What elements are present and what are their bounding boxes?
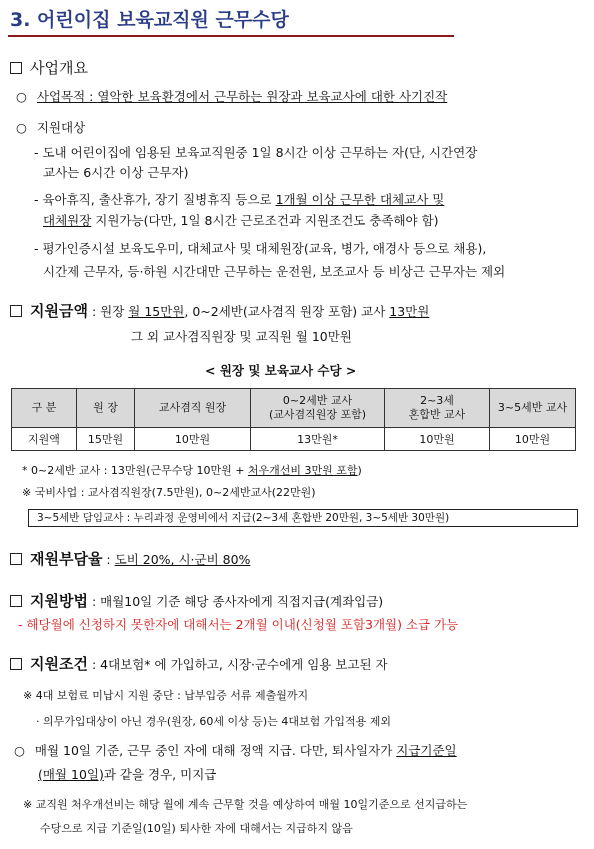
conditions-note-2: · 의무가입대상이 아닌 경우(원장, 60세 이상 등)는 4대보험 가입적용 제외 [36, 715, 391, 728]
target-item-1-line2: 교사는 6시간 이상 근무자) [43, 165, 189, 180]
monthly-line2 [38, 765, 216, 783]
monthly-text-a: 매월 10일 기준, 근무 중인 자에 대해 정액 지급. 다만, 퇴사일자가 [34, 743, 397, 758]
conditions-note-3-line2: 수당으로 지급 기준일(10일) 퇴사한 자에 대해서는 지급하지 않음 [40, 822, 353, 835]
table-header-cell: 3~5세반 교사 [490, 389, 576, 428]
target-heading-label: 지원대상 [36, 120, 86, 135]
table-cell: 13만원* [251, 428, 385, 451]
purpose-label: 사업목적 : [36, 89, 98, 104]
table-header-cell [251, 389, 385, 428]
target-item-2-line2a: 대체원장 [43, 213, 92, 228]
note-1 [22, 462, 362, 478]
monthly-text-b: 지급기준일 [396, 743, 457, 758]
section-overview-heading [10, 57, 88, 78]
target-item-2-line2 [43, 211, 439, 229]
table-header-cell: 원 장 [77, 389, 135, 428]
target-item-3-line1: 평가인증시설 보육도우미, 대체교사 및 대체원장(교육, 병가, 애경사 등으로 채용), [42, 241, 487, 256]
table-cell: 10만원 [135, 428, 251, 451]
method-text: : 매월10일 기준 해당 종사자에게 직접지급(계좌입금) [87, 594, 384, 609]
amount-text-c: , 0~2세반(교사겸직 원장 포함) 교사 [184, 304, 390, 319]
table-row [12, 428, 576, 451]
amount-teacher: 13만원 [389, 304, 430, 319]
note-1-c: ) [357, 464, 362, 477]
funding-sep: : [102, 552, 115, 567]
target-item-2-line2b: 지원가능(다만, 1일 8시간 근로조건과 지원조건도 충족해야 함) [91, 213, 439, 228]
boxed-note-a: 3~5세반 담임교사 : 누리과정 운영비에서 지급 [37, 512, 252, 524]
checkbox-square-icon [10, 658, 22, 670]
section-method-heading: 지원방법 [30, 592, 88, 610]
circle-bullet-icon: ○ [16, 120, 27, 135]
boxed-note [28, 509, 578, 527]
section-funding-heading: 재원부담율 [30, 550, 103, 568]
allowance-table [11, 388, 576, 451]
header-0-2-line2: (교사겸직원장 포함) [268, 408, 367, 421]
checkbox-square-icon [10, 305, 22, 317]
note-1-a: * 0~2세반 교사 : 13만원(근무수당 10만원 + [22, 464, 248, 477]
title-divider [8, 35, 454, 37]
conditions-text: : 4대보험* 에 가입하고, 시장·군수에게 임용 보고된 자 [87, 657, 388, 672]
checkbox-square-icon [10, 553, 22, 565]
monthly-text-d: 과 같을 경우, 미지급 [103, 767, 217, 782]
target-item-2-line1a: 육아휴직, 출산휴가, 장기 질병휴직 등으로 [42, 192, 276, 207]
table-row-label: 지원액 [12, 428, 77, 451]
section-method [10, 590, 383, 611]
target-item-1-line1: 도내 어린이집에 임용된 보육교직원중 1일 8시간 이상 근무하는 자(단, 시간연장 [42, 145, 478, 160]
amount-line2: 그 외 교사겸직원장 및 교직원 월 10만원 [131, 329, 352, 344]
checkbox-square-icon [10, 62, 22, 74]
checkbox-square-icon [10, 595, 22, 607]
page-title: 3. 어린이집 보육교직원 근무수당 [10, 9, 289, 31]
target-item-3: - 평가인증시설 보육도우미, 대체교사 및 대체원장(교육, 병가, 애경사 등으로 채용), [34, 241, 487, 256]
note-2: ※ 국비사업 : 교사겸직원장(7.5만원), 0~2세반교사(22만원) [22, 486, 316, 499]
target-heading [16, 118, 85, 136]
monthly-text-c: (매월 10일) [38, 767, 104, 782]
monthly-item [14, 741, 457, 759]
section-overview-label: 사업개요 [30, 59, 88, 77]
section-conditions [10, 653, 388, 674]
section-conditions-heading: 지원조건 [30, 655, 88, 673]
boxed-note-b: (2~3세 혼합반 20만원, 3~5세반 30만원) [251, 512, 450, 524]
circle-bullet-icon: ○ [14, 743, 25, 758]
table-cell: 10만원 [385, 428, 490, 451]
table-header-cell [385, 389, 490, 428]
funding-ratio: 도비 20%, 시·군비 80% [114, 552, 251, 567]
note-1-b: 처우개선비 3만원 포함 [247, 464, 358, 477]
section-funding [10, 548, 250, 569]
header-0-2-line1: 0~2세반 교사 [282, 394, 353, 407]
amount-director: 월 15만원 [128, 304, 185, 319]
section-amount [10, 300, 429, 321]
conditions-note-3-line1: ※ 교직원 처우개선비는 해당 월에 계속 근무할 것을 예상하여 매월 10일기준으로 선지급하는 [23, 798, 468, 811]
target-item-1: - 도내 어린이집에 임용된 보육교직원중 1일 8시간 이상 근무하는 자(단, 시간연장 [34, 145, 478, 160]
table-cell: 10만원 [490, 428, 576, 451]
method-red-note: - 해당월에 신청하지 못한자에 대해서는 2개월 이내(신청월 포함3개월) 소급 가능 [18, 617, 459, 632]
circle-bullet-icon: ○ [16, 89, 27, 104]
section-amount-heading: 지원금액 [30, 302, 88, 320]
table-header-cell: 교사겸직 원장 [135, 389, 251, 428]
header-2-3-line2: 혼합반 교사 [408, 408, 466, 421]
purpose-item [16, 87, 447, 105]
purpose-body: 열악한 보육환경에서 근무하는 원장과 보육교사에 대한 사기진작 [97, 89, 448, 104]
purpose-text [37, 89, 447, 104]
table-cell: 15만원 [77, 428, 135, 451]
table-header-row [12, 389, 576, 428]
target-item-2: - 육아휴직, 출산휴가, 장기 질병휴직 등으로 1개월 이상 근무한 대체교사 및 [34, 192, 445, 207]
table-header-cell: 구 분 [12, 389, 77, 428]
table-caption: < 원장 및 보육교사 수당 > [205, 363, 357, 378]
conditions-note-1: ※ 4대 보험료 미납시 지원 중단 : 납부입증 서류 제출월까지 [23, 689, 309, 702]
target-item-3-line2: 시간제 근무자, 등·하원 시간대만 근무하는 운전원, 보조교사 등 비상근 근무자는 제외 [43, 264, 506, 279]
header-2-3-line1: 2~3세 [420, 394, 454, 407]
target-item-2-line1b: 1개월 이상 근무한 대체교사 및 [275, 192, 445, 207]
amount-text-a: : 원장 [87, 304, 129, 319]
